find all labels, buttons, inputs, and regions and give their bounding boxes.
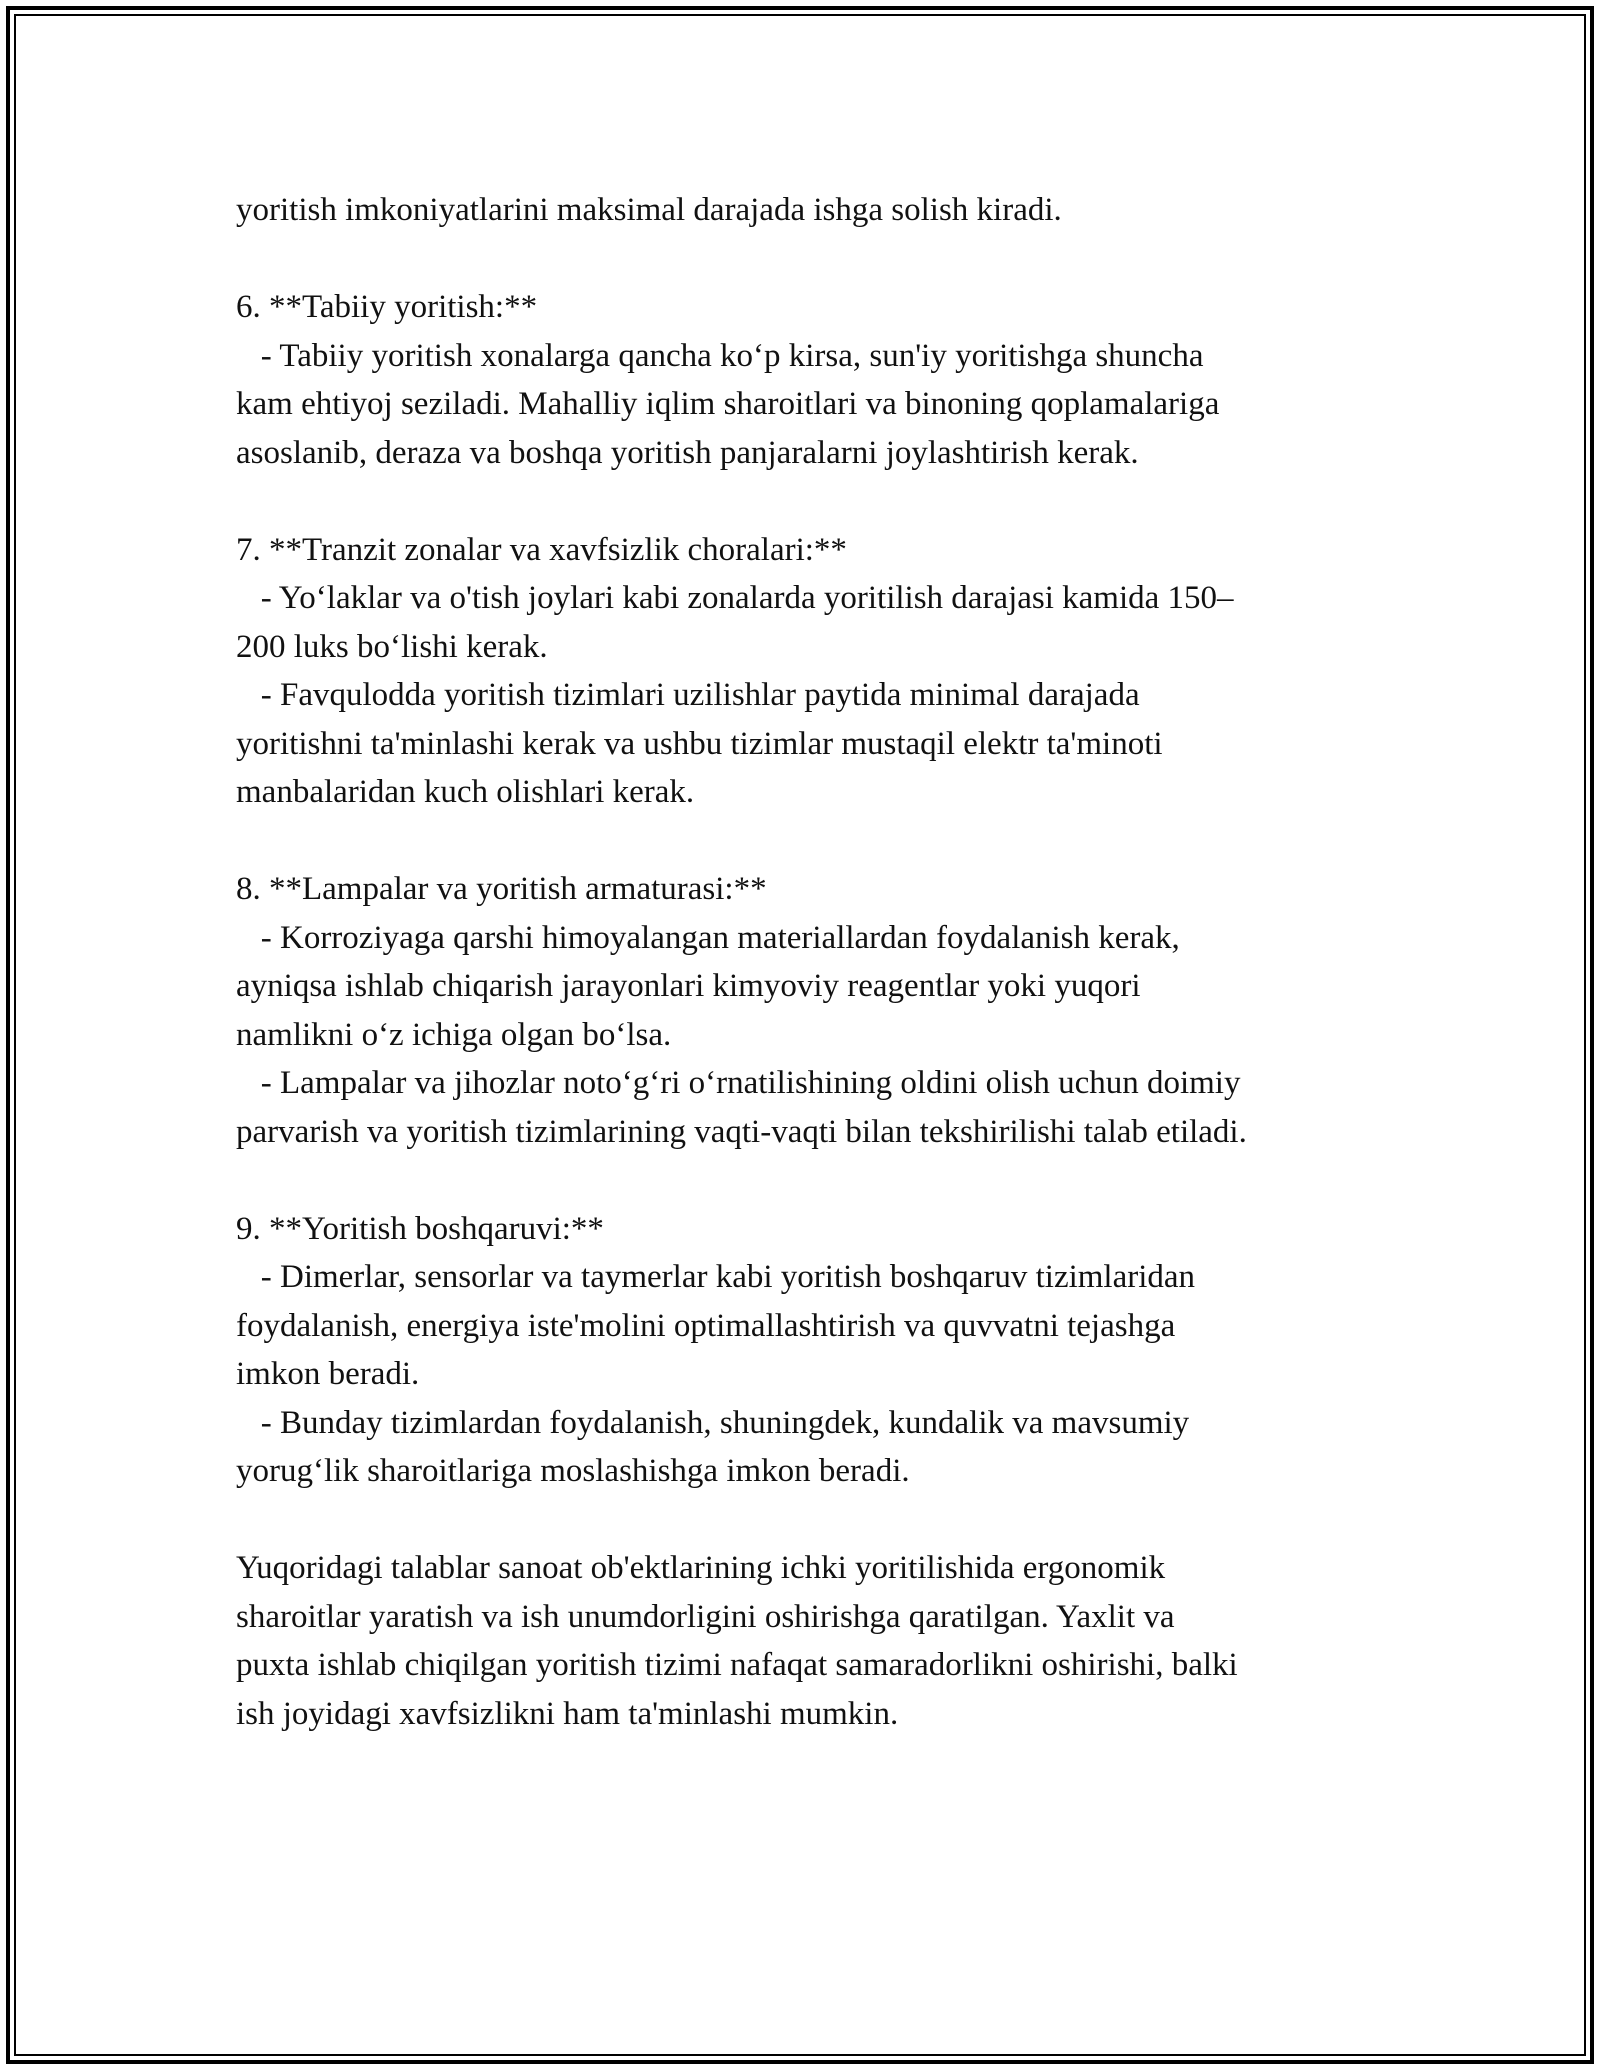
text-line: 9. **Yoritish boshqaruvi:** [236,1210,604,1247]
text-line: asoslanib, deraza va boshqa yoritish panjaralarni joylashtirish kerak. [236,434,1139,471]
text-line: ayniqsa ishlab chiqarish jarayonlari kimyoviy reagentlar yoki yuqori [236,968,1141,1004]
text-line: foydalanish, energiya iste'molini optimallashtirish va quvvatni tejashga [236,1307,1176,1344]
text-line: yoritishni ta'minlashi kerak va ushbu tizimlar mustaqil elektr ta'minoti [236,725,1163,762]
text-line: imkon beradi. [236,1356,420,1392]
text-line: 200 luks boʻlishi kerak. [236,628,548,665]
text-line: - Bunday tizimlardan foydalanish, shuningdek, kundalik va mavsumiy [236,1404,1190,1441]
text-line: - Favqulodda yoritish tizimlari uzilishlar paytida minimal darajada [236,677,1140,713]
text-line: - Korroziyaga qarshi himoyalangan materiallardan foydalanish kerak, [236,919,1180,956]
text-line: yoritish imkoniyatlarini maksimal darajada ishga solish kiradi. [236,192,1062,228]
text-line: 6. **Tabiiy yoritish:** [236,289,538,325]
text-line: - Tabiiy yoritish xonalarga qancha koʻp kirsa, sun'iy yoritishga shuncha [236,337,1204,374]
text-line: parvarish va yoritish tizimlarining vaqti-vaqti bilan tekshirilishi talab etiladi. [236,1113,1247,1150]
text-line: kam ehtiyoj seziladi. Mahalliy iqlim sharoitlari va binoning qoplamalariga [236,386,1220,422]
text-line: - Lampalar va jihozlar notoʻgʻri oʻrnatilishining oldini olish uchun doimiy [236,1065,1241,1101]
blank-line [236,1496,1386,1545]
document-body [236,186,1386,1738]
blank-line [236,817,1386,866]
text-line: - Yoʻlaklar va o'tish joylari kabi zonalarda yoritilish darajasi kamida 150– [236,580,1234,616]
text-line: 7. **Tranzit zonalar va xavfsizlik choralari:** [236,531,847,568]
blank-line [236,235,1386,284]
text-line: ish joyidagi xavfsizlikni ham ta'minlashi mumkin. [236,1695,899,1732]
blank-line [236,1156,1386,1205]
text-line: yorugʻlik sharoitlariga moslashishga imkon beradi. [236,1453,910,1489]
text-line: manbalaridan kuch olishlari kerak. [236,774,695,810]
text-line: sharoitlar yaratish va ish unumdorligini oshirishga qaratilgan. Yaxlit va [236,1598,1175,1635]
text-line: 8. **Lampalar va yoritish armaturasi:** [236,871,767,907]
text-line: namlikni oʻz ichiga olgan boʻlsa. [236,1016,672,1053]
text-line: - Dimerlar, sensorlar va taymerlar kabi yoritish boshqaruv tizimlaridan [236,1259,1196,1295]
text-line: Yuqoridagi talablar sanoat ob'ektlarining ichki yoritilishida ergonomik [236,1550,1166,1586]
blank-line [236,477,1386,526]
text-line: puxta ishlab chiqilgan yoritish tizimi nafaqat samaradorlikni oshirishi, balki [236,1647,1238,1683]
